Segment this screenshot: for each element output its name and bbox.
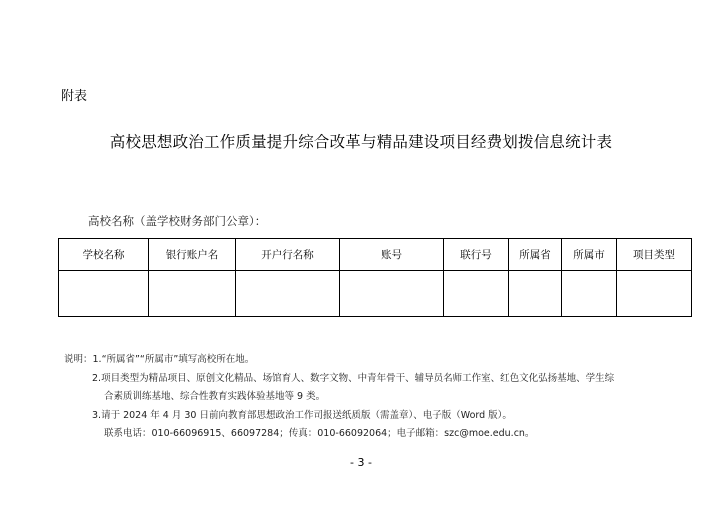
column-header: 所属省 — [509, 239, 562, 271]
table-cell — [444, 271, 509, 317]
column-header: 联行号 — [444, 239, 509, 271]
table-row — [59, 271, 692, 317]
column-header: 项目类型 — [617, 239, 692, 271]
info-table — [58, 238, 692, 317]
column-header: 所属市 — [562, 239, 617, 271]
column-header: 学校名称 — [59, 239, 149, 271]
table-cell — [59, 271, 149, 317]
page-number: - 3 - — [350, 456, 372, 469]
table-cell — [509, 271, 562, 317]
column-header: 银行账户名 — [149, 239, 236, 271]
table-cell — [236, 271, 340, 317]
table-cell — [562, 271, 617, 317]
page-title: 高校思想政治工作质量提升综合改革与精品建设项目经费划拨信息统计表 — [109, 133, 613, 151]
column-header: 账号 — [340, 239, 444, 271]
note-item-3: 3.请于 2024 年 4 月 30 日前向教育部思想政治工作司报送纸质版（需盖章）、电子版（Word 版）。 — [92, 409, 512, 421]
table-cell — [617, 271, 692, 317]
note-item-1: 说明：1.“所属省”“所属市”填写高校所在地。 — [64, 354, 255, 365]
school-name-label: 高校名称（盖学校财务部门公章）： — [88, 214, 267, 228]
table-cell — [340, 271, 444, 317]
note-item-2-line-1: 2.项目类型为精品项目、原创文化精品、场馆育人、数字文物、中青年骨干、辅导员名师工作室、红色文化弘扬基地、学生综 — [92, 372, 615, 384]
notes-prefix: 说明： — [64, 354, 93, 365]
notes-section — [64, 351, 684, 444]
table-header-row — [59, 239, 692, 271]
attachment-label: 附表 — [61, 89, 88, 104]
note-item-2-line-2: 合素质训练基地、综合性教育实践体验基地等 9 类。 — [104, 391, 326, 402]
contact-info: 联系电话：010-66096915、66097284；传真：010-66092064；电子邮箱：szc@moe.edu.cn。 — [104, 428, 535, 439]
column-header: 开户行名称 — [236, 239, 340, 271]
table-cell — [149, 271, 236, 317]
